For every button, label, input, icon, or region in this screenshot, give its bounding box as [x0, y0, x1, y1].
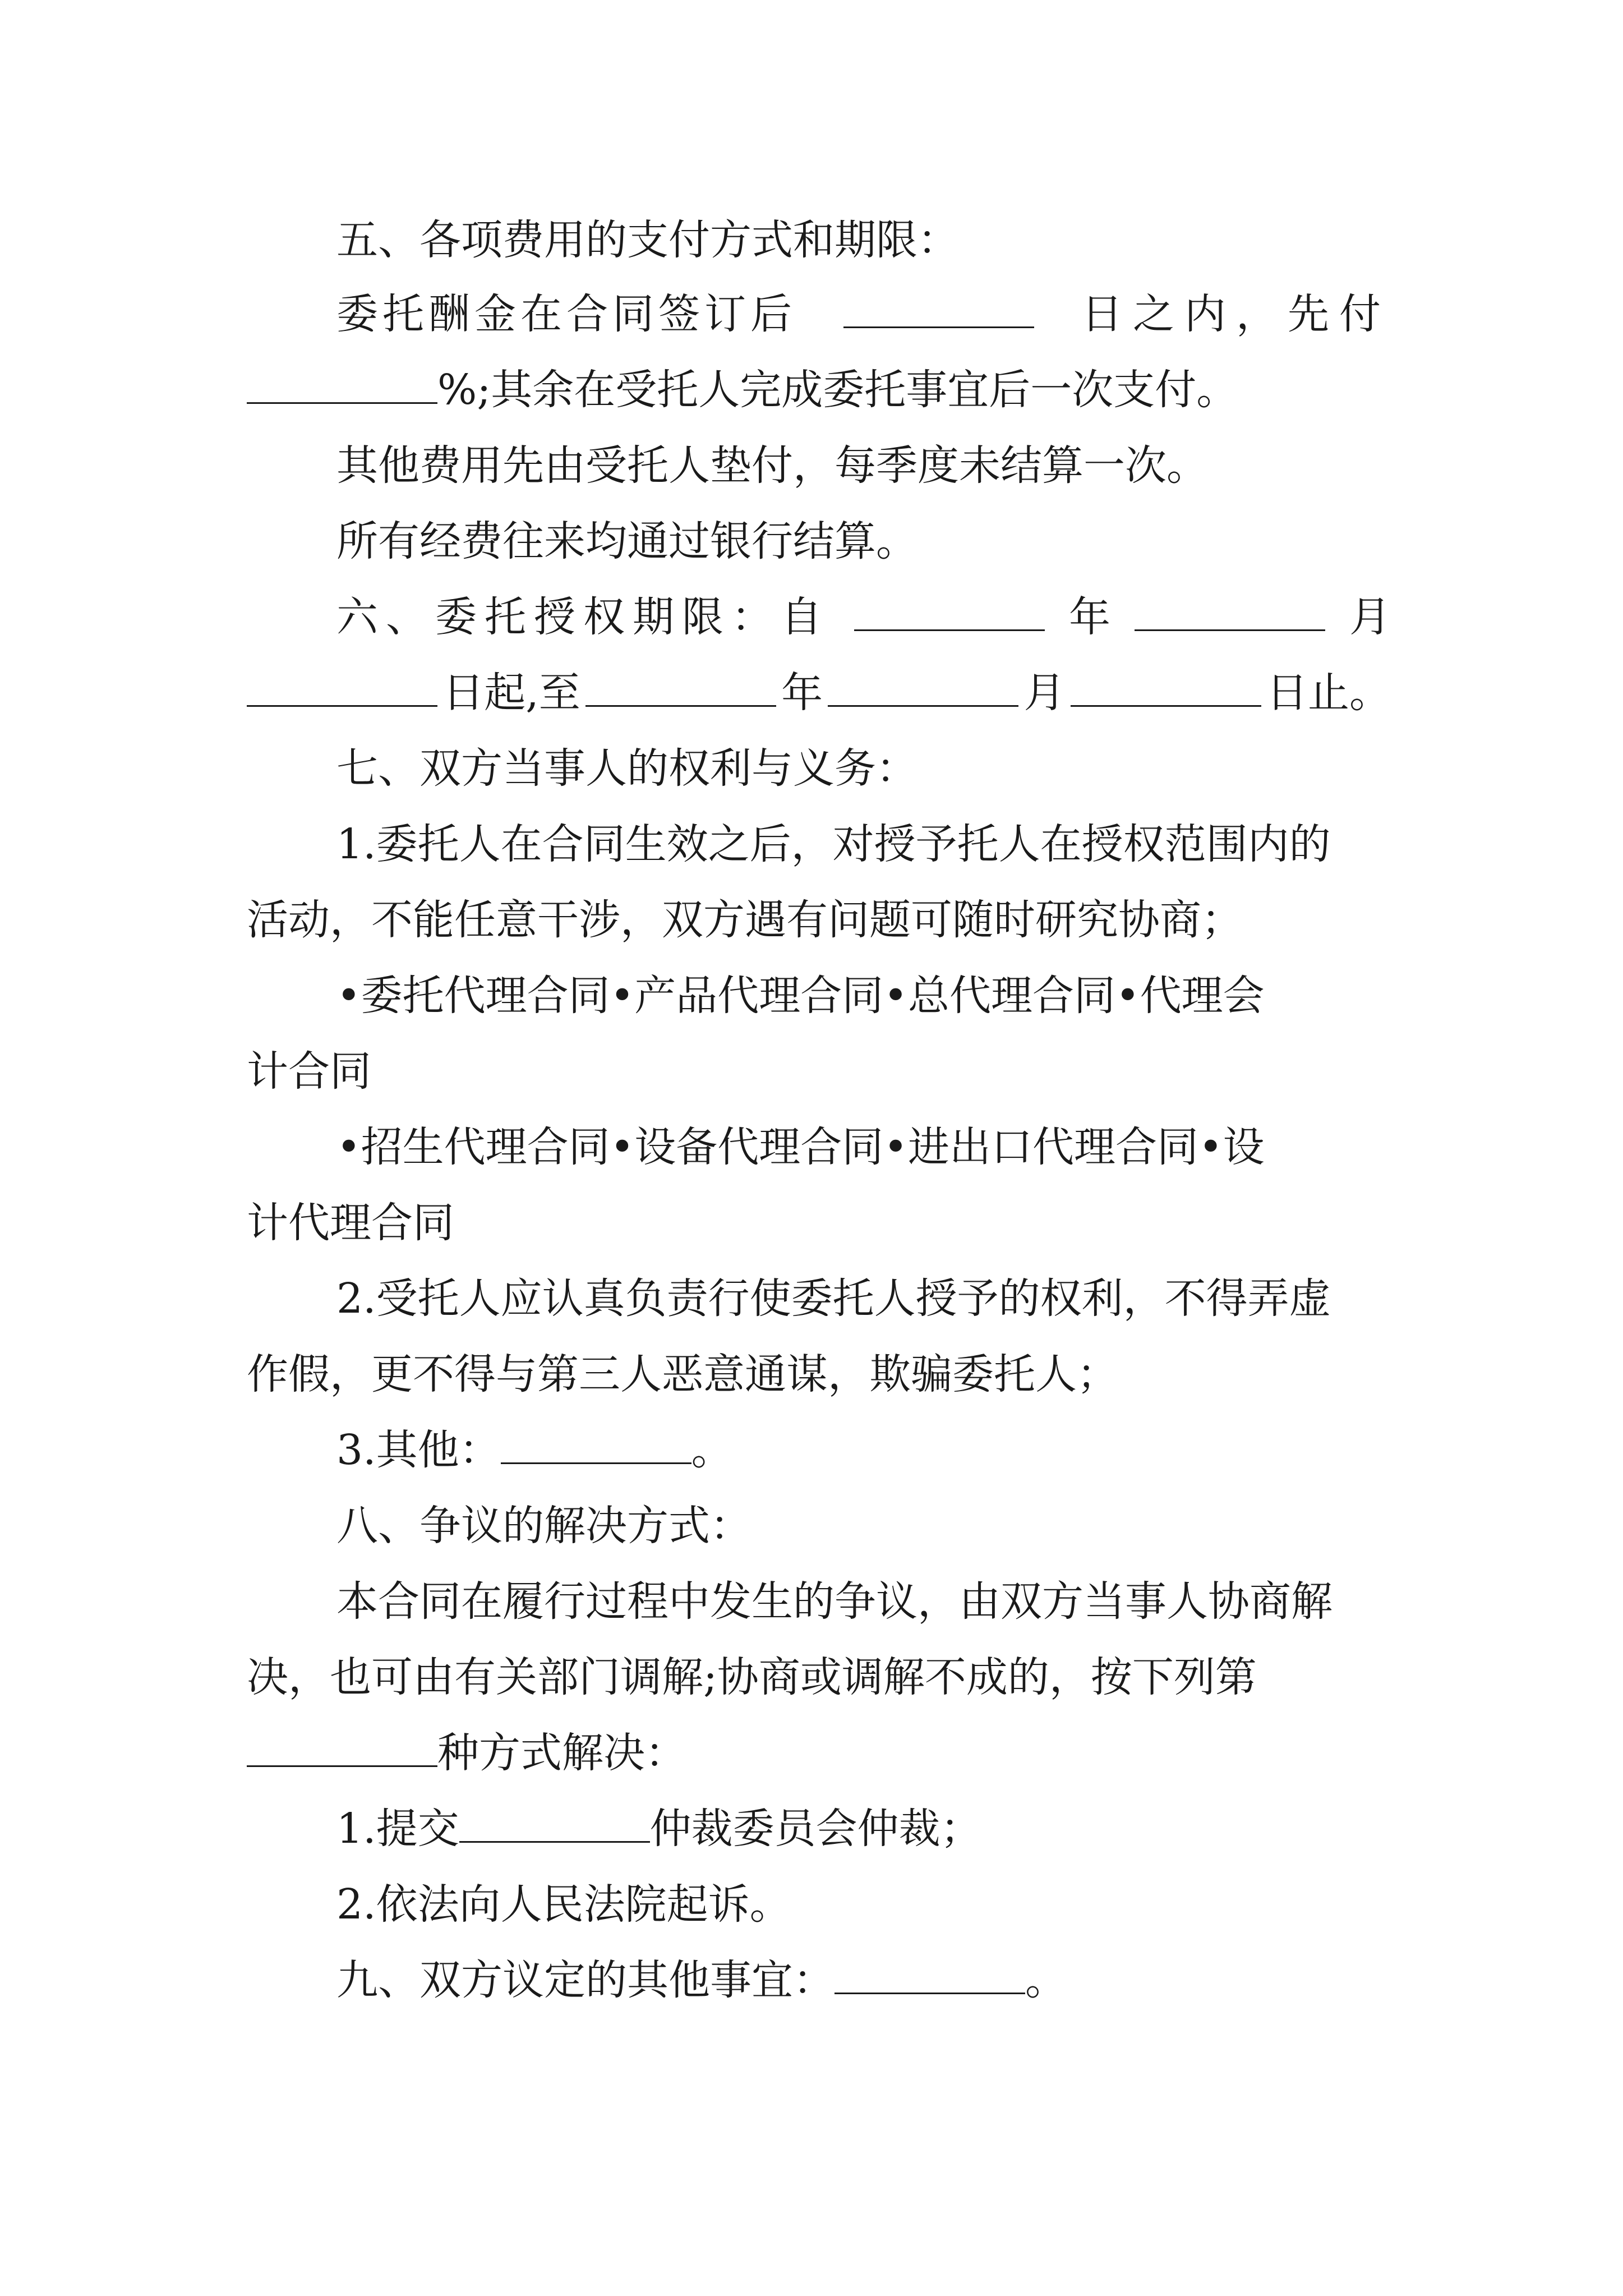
section-5-settlement: 所有经费往来均通过银行结算。 [336, 517, 917, 565]
section-7-item2-line1: 2.受托人应认真负责行使委托人授予的权利，不得弄虚 [336, 1274, 1331, 1323]
section-8-heading: 八、争议的解决方式： [336, 1502, 751, 1550]
payment-text-b: 日之内，先付 [1081, 290, 1391, 338]
payment-percent-blank [247, 362, 437, 404]
related-links-row1-cont[interactable]: 计合同 [247, 1047, 371, 1096]
section-7-item1-line2: 活动，不能任意干涉，双方遇有问题可随时研究协商； [247, 896, 1243, 944]
section-8-option2: 2.依法向人民法院起诉。 [336, 1880, 791, 1929]
section-6-line1: 六、委托授权期限：自 年 月 [336, 589, 1391, 645]
start-year-blank [854, 589, 1045, 631]
section-5-payment-line1 [336, 286, 1391, 342]
section-7-item1-line1: 1.委托人在合同生效之后，对授予托人在授权范围内的 [336, 820, 1331, 868]
section-5-other-fees: 其他费用先由受托人垫付，每季度未结算一次。 [336, 441, 1208, 490]
section-8-option1: 1.提交 仲裁委员会仲裁； [336, 1801, 1391, 1857]
section-8-para-line1: 本合同在履行过程中发生的争议，由双方当事人协商解 [336, 1577, 1332, 1626]
section-5-payment-line2 [247, 362, 1391, 418]
section-6-line2: 日起,至 年 月 日止。 [247, 665, 1391, 721]
end-day-blank [1071, 665, 1261, 707]
section-7-item3: 3.其他： 。 [336, 1422, 1391, 1478]
section-8-para-line2: 决，也可由有关部门调解;协商或调解不成的，按下列第 [247, 1653, 1257, 1701]
related-links-row1[interactable]: •委托代理合同•产品代理合同•总代理合同•代理会 [336, 972, 1265, 1020]
other-matters-blank [834, 1952, 1025, 1994]
related-links-row2-cont[interactable]: 计代理合同 [247, 1199, 454, 1247]
section-5-heading: 五、各项费用的支付方式和期限： [336, 216, 959, 264]
other-terms-blank [501, 1422, 691, 1464]
section-8-para-line3: 种方式解决： [247, 1725, 1391, 1781]
start-day-blank [247, 665, 437, 707]
related-links-row2[interactable]: •招生代理合同•设备代理合同•进出口代理合同•设 [336, 1123, 1265, 1171]
end-year-blank [585, 665, 776, 707]
section-9: 九、双方议定的其他事宜： 。 [336, 1952, 1391, 2008]
payment-text-a: 委托酬金在合同签订后 [336, 290, 796, 338]
section-7-item2-line2: 作假，更不得与第三人恶意通谋，欺骗委托人； [247, 1350, 1118, 1398]
payment-days-blank [843, 286, 1034, 328]
section-7-heading: 七、双方当事人的权利与义务： [336, 744, 917, 793]
resolution-method-blank [247, 1725, 437, 1767]
start-month-blank [1135, 589, 1325, 631]
payment-text-c: %;其余在受托人完成委托事宜后一次支付。 [437, 366, 1238, 414]
arbitration-committee-blank [459, 1801, 650, 1843]
end-month-blank [828, 665, 1018, 707]
